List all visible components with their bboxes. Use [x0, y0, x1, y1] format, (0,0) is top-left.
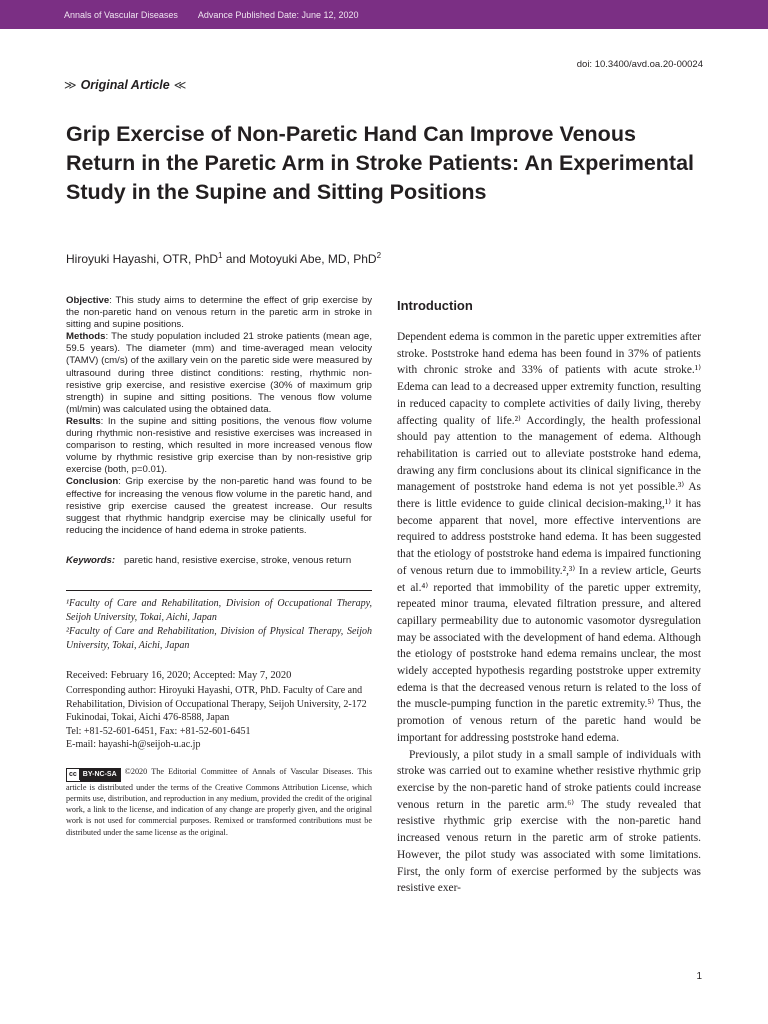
correspondence-block [66, 669, 372, 752]
author-name: Hiroyuki Hayashi, OTR, PhD [66, 252, 219, 266]
introduction-heading: Introduction [397, 298, 473, 313]
article-title: Grip Exercise of Non-Paretic Hand Can Improve Venous Return in the Paretic Arm in Stroke Patients: An Experimental Study in the Supine and Sitting Positions [66, 122, 695, 204]
keywords-text: paretic hand, resistive exercise, stroke, venous return [124, 554, 352, 566]
affiliation-1: ¹Faculty of Care and Rehabilitation, Division of Occupational Therapy, Seijoh University, Tokai, Aichi, Japan [66, 597, 372, 623]
contact-phone: Tel: +81-52-601-6451, Fax: +81-52-601-6451 [66, 725, 251, 737]
body-paragraph: Dependent edema is common in the paretic upper extremities after stroke. Poststroke hand edema has been found in 37% of patients with chronic stroke and 33% of patients with acute stroke.¹⁾ Edema can lead to a decreased upper extremity function, resulting in reduced capacity to complete activities of daily living, thereby affecting quality of life.²⁾ Accordingly, the health professional should pay attention to the management of edema. Although rehabilitation is carried out to alleviate poststroke hand edema, drawing any firm conclusions about its clinical significance in the management of poststroke hand edema is not yet possible.³⁾ As there is little evidence to guide clinical decision-making,¹⁾ it has become apparent that novel, more effective interventions are required to address poststroke hand edema. It has been suggested that the etiology of poststroke hand edema is impaired functioning of venous return due to immobility.²,³⁾ In a review article, Geurts et al.⁴⁾ reported that immobility of the paretic upper extremity, repeated minor trauma, elevated filtration pressure, and altered capillary permeability due to autonomic vasomotor dysregulation may be associated with the development of hand edema. Although the etiology of poststroke hand edema remains unclear, the most widely accepted hypothesis regarding poststroke upper extremity edema is that the decreased venous return is related to the loss of the muscle-pumping function in the paretic extremity.⁵⁾ Thus, the promotion of venous return of the paretic hand would be important for addressing poststroke hand edema. [397, 331, 701, 744]
contact-email[interactable]: E-mail: hayashi-h@seijoh-u.ac.jp [66, 739, 201, 751]
keywords-label: Keywords: [66, 554, 116, 566]
journal-banner [0, 0, 768, 29]
license-type: BY-NC-SA [80, 769, 120, 781]
cc-license-badge[interactable] [66, 768, 121, 782]
abstract-objective: Objective: This study aims to determine the effect of grip exercise by the non-paretic hand on venous return in the paretic arm in stroke in sitting and supine positions. [66, 295, 372, 331]
license-notice [66, 766, 372, 838]
doi-link[interactable]: doi: 10.3400/avd.oa.20-00024 [576, 59, 703, 70]
author-list [66, 251, 381, 266]
affiliation-2: ²Faculty of Care and Rehabilitation, Division of Physical Therapy, Seijoh University, Tokai, Aichi, Japan [66, 625, 372, 651]
affiliation-marker: 2 [376, 251, 382, 260]
abstract-results: Results: In the supine and sitting positions, the venous flow volume during rhythmic non-resistive and resistive exercises was increased in comparison to resting, which resulted in more increased venous flow volume by rhythmic resistive grip exercise than by non-resistive grip exercise (both, p=0.01). [66, 415, 372, 476]
right-ornament-icon: ≪ [173, 78, 187, 92]
abstract-conclusion: Conclusion: Grip exercise by the non-paretic hand was found to be effective for increasing the venous flow volume in the paretic hand, and resistive grip exercise caused the greatest increase. Our results suggest that rhythmic handgrip exercise may be clinically useful for reducing the incidence of hand edema in stroke patients. [66, 476, 372, 536]
left-ornament-icon: ≫ [64, 78, 77, 92]
page-number: 1 [696, 971, 702, 982]
article-type-label [64, 78, 186, 92]
section-divider [66, 590, 372, 591]
publication-date: Advance Published Date: June 12, 2020 [197, 9, 359, 20]
article-type-text: Original Article [80, 78, 170, 92]
journal-name: Annals of Vascular Diseases [64, 9, 178, 20]
cc-icon: cc [67, 769, 80, 780]
abstract-column [66, 295, 372, 838]
keywords [66, 554, 372, 568]
author-name: Motoyuki Abe, MD, PhD [249, 252, 377, 266]
body-paragraph: Previously, a pilot study in a small sample of individuals with stroke was carried out to examine whether resistive rhythmic grip exercise by the non-paretic hand of stroke patients could increase venous return in the paretic arm.⁶⁾ The study revealed that resistive rhythmic grip exercise with the non-paretic hand increased venous return in the paretic arm of stroke patients. However, the pilot study was associated with some limitations. First, the only form of exercise performed by the subjects was resistive exer- [397, 748, 701, 895]
affiliations [66, 597, 372, 653]
corresponding-author: Corresponding author: Hiroyuki Hayashi, OTR, PhD. Faculty of Care and Rehabilitation, Division of Occupational Therapy, Seijoh University, 2-172 Fukinodai, Tokai, Aichi 476-8588, Japan [66, 685, 367, 724]
received-dates: Received: February 16, 2020; Accepted: May 7, 2020 [66, 669, 292, 681]
affiliation-marker: 1 [218, 251, 223, 260]
author-joiner: and [222, 252, 250, 266]
body-column [397, 298, 701, 897]
abstract-methods: Methods: The study population included 21 stroke patients (mean age, 59.5 years). The diameter (mm) and time-averaged mean velocity (TAMV) (cm/s) of the axillary vein on the paretic side were measured by ultrasound during three distinct conditions: resting, rhythmic non-resistive grip exercise, and resistive exercise (30% of maximum grip strength) in supine and sitting positions. The venous flow volume (ml/min) was calculated using the obtained data. [66, 331, 372, 415]
license-text: ©2020 The Editorial Committee of Annals of Vascular Diseases. This article is distributed under the terms of the Creative Commons Attribution License, which permits use, distribution, and reproduction in any medium, provided the credit of the original work, a link to the license, and indication of any change are properly given, and the original work is not used for commercial purposes. Remixed or transformed contributions must be distributed under the same license as the original. [66, 766, 372, 837]
